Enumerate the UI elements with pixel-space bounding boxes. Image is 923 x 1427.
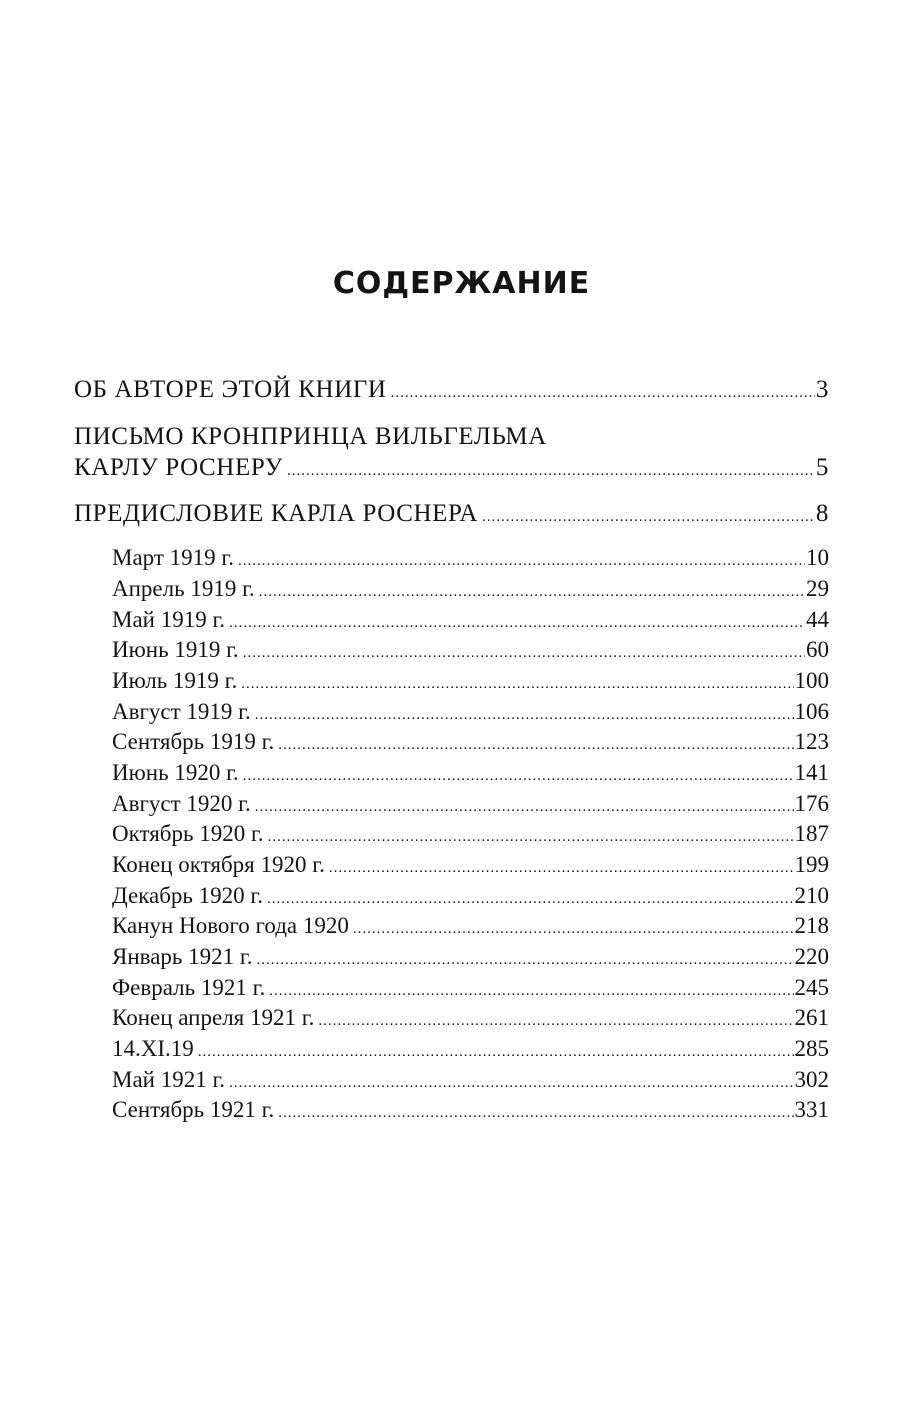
dot-leader <box>269 983 793 1000</box>
toc-subentry-page: 60 <box>806 637 829 662</box>
toc-subentry-page: 285 <box>794 1036 829 1061</box>
dot-leader <box>287 463 815 480</box>
toc-subentry-page: 106 <box>794 699 829 724</box>
dot-leader <box>238 553 805 570</box>
dot-leader <box>243 645 805 662</box>
toc-subentry[interactable] <box>112 576 829 602</box>
dot-leader <box>353 921 794 938</box>
toc-subentry-page: 123 <box>794 729 829 754</box>
toc-subentry-label: Канун Нового года 1920 <box>112 913 349 938</box>
toc-entry-page: 5 <box>815 454 829 481</box>
toc-subentry[interactable] <box>112 791 829 817</box>
toc-subentry[interactable] <box>112 883 829 909</box>
dot-leader <box>318 1013 793 1030</box>
toc-entry-label: ОБ АВТОРЕ ЭТОЙ КНИГИ <box>74 376 387 403</box>
toc-subentry-label: Август 1919 г. <box>112 699 251 724</box>
toc-subentry[interactable] <box>112 668 829 694</box>
toc-subentry-label: Октябрь 1920 г. <box>112 821 264 846</box>
toc-subentry-label: Сентябрь 1919 г. <box>112 729 275 754</box>
toc-subentry-label: Август 1920 г. <box>112 791 251 816</box>
dot-leader <box>229 1075 793 1092</box>
toc-subentry-page: 331 <box>794 1097 829 1122</box>
toc-subentry-label: Конец октября 1920 г. <box>112 852 325 877</box>
toc-subentry[interactable] <box>112 699 829 725</box>
toc-subentry[interactable] <box>112 760 829 786</box>
dot-leader <box>229 615 805 632</box>
toc-subentry[interactable] <box>112 975 829 1001</box>
dot-leader <box>329 860 794 877</box>
toc-subentry-page: 10 <box>806 545 829 570</box>
toc-subentry-page: 176 <box>794 791 829 816</box>
toc-entry-label-line1[interactable]: ПИСЬМО КРОНПРИНЦА ВИЛЬГЕЛЬМА <box>74 423 547 450</box>
toc-subentry-label: Март 1919 г. <box>112 545 234 570</box>
toc-subentry-label: Июль 1919 г. <box>112 668 238 693</box>
toc-subentry-label: Май 1921 г. <box>112 1067 226 1092</box>
dot-leader <box>257 952 794 969</box>
dot-leader <box>267 891 794 908</box>
toc-subentry-label: Июнь 1920 г. <box>112 760 239 785</box>
toc-subentry-page: 220 <box>794 944 829 969</box>
toc-subentry-page: 210 <box>794 883 829 908</box>
dot-leader <box>278 737 793 754</box>
toc-subentry-label: Апрель 1919 г. <box>112 576 255 601</box>
toc-entry-about-author[interactable] <box>74 376 829 404</box>
table-of-contents <box>74 0 829 1427</box>
toc-subentry[interactable] <box>112 852 829 878</box>
toc-subentry-page: 245 <box>794 975 829 1000</box>
toc-subentry-page: 302 <box>794 1067 829 1092</box>
toc-subentry-page: 29 <box>806 576 829 601</box>
toc-subentry-label: Январь 1921 г. <box>112 944 253 969</box>
toc-subentry[interactable] <box>112 821 829 847</box>
page-title: СОДЕРЖАНИЕ <box>332 266 591 301</box>
toc-subentry-label: Декабрь 1920 г. <box>112 883 263 908</box>
toc-subentry[interactable] <box>112 913 829 939</box>
toc-subentry[interactable] <box>112 607 829 633</box>
toc-subentry-page: 218 <box>794 913 829 938</box>
toc-subentry-page: 44 <box>806 607 829 632</box>
dot-leader <box>268 829 794 846</box>
toc-subentry-page: 100 <box>794 668 829 693</box>
toc-subentry[interactable] <box>112 637 829 663</box>
toc-subentry-page: 141 <box>794 760 829 785</box>
toc-subentry[interactable] <box>112 1097 829 1123</box>
toc-subentry-page: 261 <box>794 1005 829 1030</box>
dot-leader <box>243 768 794 785</box>
dot-leader <box>198 1044 794 1061</box>
toc-entry-page: 8 <box>815 500 829 527</box>
dot-leader <box>482 509 815 526</box>
toc-subentry[interactable] <box>112 1067 829 1093</box>
toc-subentry[interactable] <box>112 729 829 755</box>
toc-subentry[interactable] <box>112 1036 829 1062</box>
toc-subentry-label: 14.XI.19 <box>112 1036 194 1061</box>
toc-entry-page: 3 <box>815 376 829 403</box>
toc-entry-crown-prince-letter[interactable] <box>74 454 829 482</box>
toc-subentry[interactable] <box>112 944 829 970</box>
toc-entry-preface[interactable] <box>74 500 829 528</box>
toc-subentry-label: Сентябрь 1921 г. <box>112 1097 275 1122</box>
dot-leader <box>259 584 805 601</box>
toc-subentry-label: Конец апреля 1921 г. <box>112 1005 315 1030</box>
toc-entry-label: ПРЕДИСЛОВИЕ КАРЛА РОСНЕРА <box>74 500 478 527</box>
dot-leader <box>255 707 794 724</box>
toc-subentry-page: 199 <box>794 852 829 877</box>
toc-entry-label: КАРЛУ РОСНЕРУ <box>74 454 284 481</box>
toc-subentry[interactable] <box>112 545 829 571</box>
dot-leader <box>241 676 793 693</box>
dot-leader <box>278 1105 793 1122</box>
toc-subentry-label: Февраль 1921 г. <box>112 975 266 1000</box>
toc-subentry-label: Июнь 1919 г. <box>112 637 239 662</box>
dot-leader <box>255 799 794 816</box>
toc-subentry-label: Май 1919 г. <box>112 607 226 632</box>
toc-subentry-page: 187 <box>794 821 829 846</box>
dot-leader <box>391 385 815 402</box>
toc-subentry[interactable] <box>112 1005 829 1031</box>
